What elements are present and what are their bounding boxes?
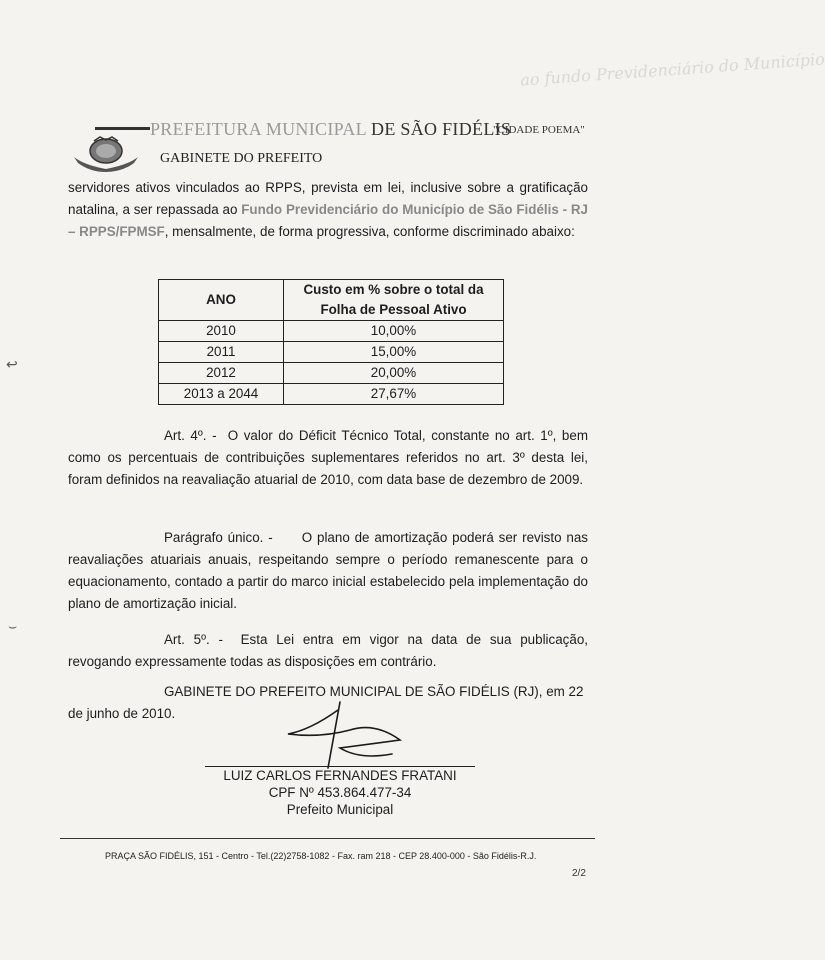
para1-text-a: servidores ativos vinculados ao RPPS, prevista em lei, inclusive sobre a gratificação natalina, a ser repassada ao: [68, 180, 588, 217]
header-title-faded: PREFEITURA MUNICIPAL: [150, 119, 367, 139]
header-slogan: "CIDADE POEMA": [493, 124, 585, 136]
header-title-visible: DE SÃO FIDÉLIS: [371, 119, 512, 139]
contribution-rates-table: [158, 279, 504, 405]
article-5: [68, 629, 588, 673]
table-header-row: [159, 280, 504, 321]
sole-paragraph-text: O plano de amortização poderá ser revisto nas reavaliações atuariais anuais, respeitando sempre o período remanescente para o equacionamento, contado a partir do marco inicial estabelecido pela implementação do plano de amortização inicial.: [68, 530, 588, 611]
margin-mark: ↩: [6, 356, 18, 372]
table-cell-year: 2013 a 2044: [159, 384, 284, 405]
sole-paragraph: [68, 527, 588, 615]
signatory-name: LUIZ CARLOS FERNANDES FRATANI: [205, 766, 475, 784]
table-cell-rate: 10,00%: [284, 321, 504, 342]
table-cell-rate: 15,00%: [284, 342, 504, 363]
table-header-rate: Custo em % sobre o total da Folha de Pessoal Ativo: [284, 280, 504, 321]
table-cell-rate: 20,00%: [284, 363, 504, 384]
show-through-handwriting: ao fundo Previdenciário do Município: [519, 49, 825, 90]
signature-block: [205, 766, 475, 818]
table-cell-rate: 27,67%: [284, 384, 504, 405]
article-5-text: Esta Lei entra em vigor na data de sua publicação, revogando expressamente todas as disposições em contrário.: [68, 632, 588, 669]
footer-rule: [60, 838, 595, 839]
header-title: [150, 119, 511, 140]
table-row: [159, 384, 504, 405]
article-4-text: O valor do Déficit Técnico Total, constante no art. 1º, bem como os percentuais de contribuições suplementares referidos no art. 3º desta lei, foram definidos na reavaliação atuarial de 2010, com data base de dezembro de 2009.: [68, 428, 588, 487]
article-4-label: Art. 4º. -: [164, 428, 217, 443]
signatory-cpf: CPF Nº 453.864.477-34: [268, 785, 412, 800]
margin-mark: ⌣: [8, 618, 18, 634]
closing-text: GABINETE DO PREFEITO MUNICIPAL DE SÃO FIDÉLIS (RJ), em 22 de junho de 2010.: [68, 684, 584, 721]
fund-name: Fundo Previdenciário do Município de São Fidélis - RJ – RPPS/FPMSF: [68, 202, 588, 239]
municipal-coat-of-arms-icon: [72, 135, 140, 173]
footer-address: PRAÇA SÃO FIDÉLIS, 151 - Centro - Tel.(22)2758-1082 - Fax. ram 218 - CEP 28.400-000 - São Fidélis-R.J.: [105, 851, 537, 861]
handwritten-signature: [280, 700, 410, 770]
header-office: GABINETE DO PREFEITO: [160, 151, 323, 166]
article-5-label: Art. 5º. -: [164, 632, 223, 647]
signatory-role: Prefeito Municipal: [286, 802, 394, 817]
table-cell-year: 2010: [159, 321, 284, 342]
header-rule: [95, 127, 150, 130]
article-4: [68, 425, 588, 491]
table-row: [159, 363, 504, 384]
para1-text-b: , mensalmente, de forma progressiva, conforme discriminado abaixo:: [164, 224, 575, 239]
paragraph-contribution: [68, 177, 588, 243]
table-row: [159, 321, 504, 342]
table-cell-year: 2011: [159, 342, 284, 363]
table-header-year: ANO: [159, 280, 284, 321]
sole-paragraph-label: Parágrafo único. -: [164, 530, 273, 545]
table-row: [159, 342, 504, 363]
table-cell-year: 2012: [159, 363, 284, 384]
page-number: 2/2: [572, 868, 586, 879]
